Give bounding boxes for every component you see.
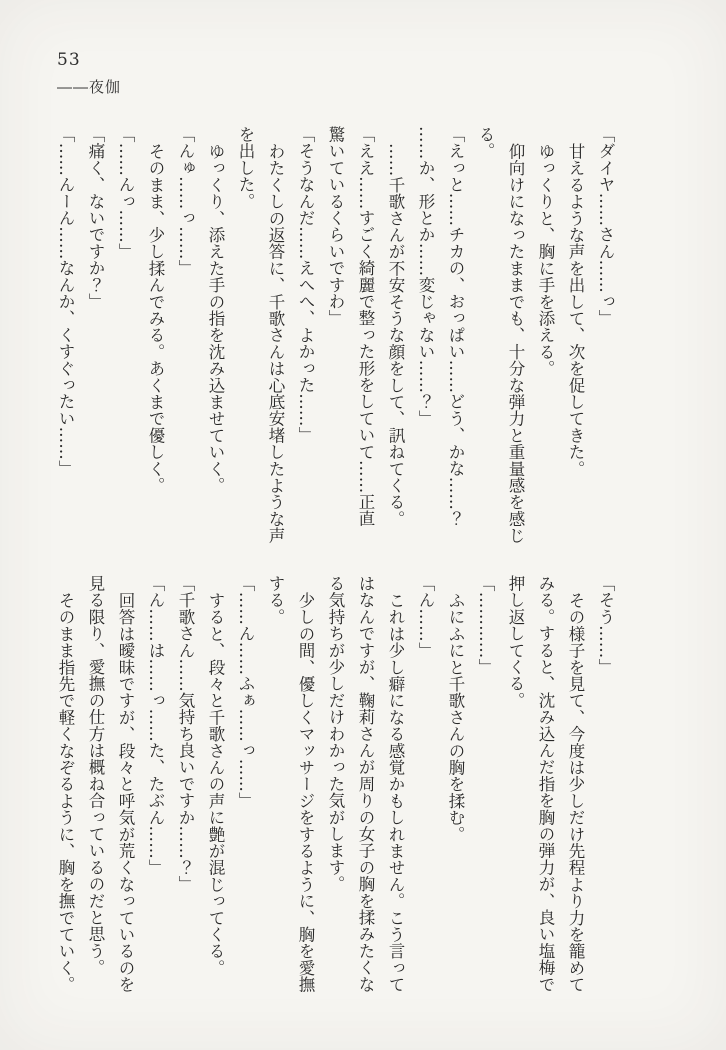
bottom-text-block bbox=[50, 575, 620, 1021]
text-column: ……か、形とか……変じゃない……？」 bbox=[416, 126, 435, 427]
text-column: 「痛く、ないですか？」 bbox=[86, 126, 105, 310]
text-column: 「んゅ……っ……」 bbox=[176, 126, 195, 277]
text-column: みる。すると、沈み込んだ指を胸の弾力が、良い塩梅で bbox=[536, 575, 555, 993]
text-column: ゆっくり、添えた手の指を沈み込ませていく。 bbox=[206, 143, 225, 494]
text-column: はなんですが、鞠莉さんが周りの女子の胸を揉みたくな bbox=[356, 575, 375, 993]
text-column: 「ん……は……っ……た、たぶん……」 bbox=[146, 575, 165, 876]
text-column: する。 bbox=[266, 575, 285, 626]
text-column: 「……んーん……なんか、くすぐったい……」 bbox=[56, 126, 75, 477]
text-column: を出した。 bbox=[236, 126, 255, 210]
text-column: 「ダイヤ……さん……っ」 bbox=[596, 126, 615, 327]
text-column: 「ええ……すごく綺麗で整った形をしていて……正直 bbox=[356, 126, 375, 527]
text-column: 押し返してくる。 bbox=[506, 575, 525, 709]
text-column: 「えっと……チカの、おっぱい……どう、かな……？ bbox=[446, 126, 465, 527]
text-column: 少しの間、優しくマッサージをするように、胸を愛撫 bbox=[296, 592, 315, 993]
text-column: その様子を見て、今度は少しだけ先程より力を籠めて bbox=[566, 592, 585, 993]
page-corner-meta bbox=[57, 50, 121, 97]
text-column: ゆっくりと、胸に手を添える。 bbox=[536, 143, 555, 377]
text-column: 「そう……」 bbox=[596, 575, 615, 676]
text-column: わたくしの返答に、千歌さんは心底安堵したような声 bbox=[266, 143, 285, 544]
text-column: ……千歌さんが不安そうな顔をして、訊ねてくる。 bbox=[386, 143, 405, 528]
page-number: 53 bbox=[57, 50, 81, 70]
text-column: 「……んっ……」 bbox=[116, 126, 135, 260]
text-column: これは少し癖になる感覚かもしれません。こう言って bbox=[386, 592, 405, 993]
text-column: る気持ちが少しだけわかった気がします。 bbox=[326, 575, 345, 893]
text-column: そのまま指先で軽くなぞるように、胸を撫でていく。 bbox=[56, 592, 75, 993]
text-column: 「千歌さん……気持ち良いですか……？」 bbox=[176, 575, 195, 893]
text-column: 驚いているくらいですわ」 bbox=[326, 126, 345, 327]
text-column: 仰向けになったままでも、十分な弾力と重量感を感じ bbox=[506, 143, 525, 544]
text-column: 「…………」 bbox=[476, 575, 495, 676]
top-text-block bbox=[50, 126, 620, 572]
text-column: そのまま、少し揉んでみる。あくまで優しく。 bbox=[146, 143, 165, 494]
running-header: ――夜伽 bbox=[57, 78, 122, 97]
text-column: 見る限り、愛撫の仕方は概ね合っているのだと思う。 bbox=[86, 575, 105, 976]
text-column: 回答は曖昧ですが、段々と呼気が荒くなっているのを bbox=[116, 592, 135, 993]
text-column: 「そうなんだ……えへへ、よかった……」 bbox=[296, 126, 315, 444]
text-column: 「……ん……ふぁ……っ……」 bbox=[236, 575, 255, 809]
text-column: 「ん……」 bbox=[416, 575, 435, 659]
text-column: る。 bbox=[476, 126, 495, 160]
text-column: すると、段々と千歌さんの声に艶が混じってくる。 bbox=[206, 592, 225, 977]
text-column: ふにふにと千歌さんの胸を揉む。 bbox=[446, 592, 465, 843]
text-column: 甘えるような声を出して、次を促してきた。 bbox=[566, 143, 585, 477]
